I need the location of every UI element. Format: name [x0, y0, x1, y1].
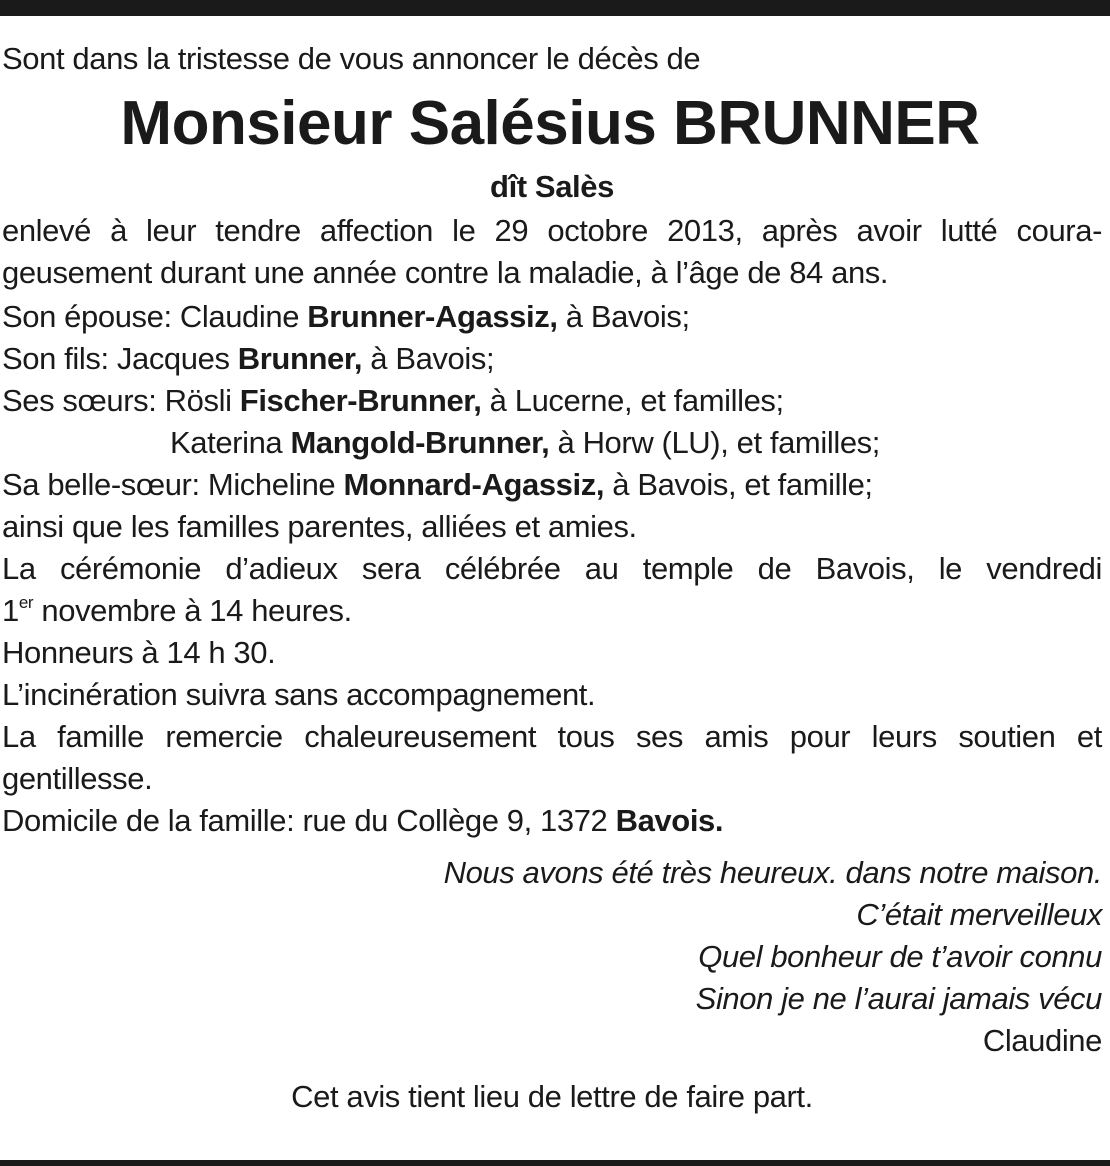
- announcement-line-1: enlevé à leur tendre affection le 29 octobre 2013, après avoir lutté coura-: [2, 213, 1102, 248]
- deceased-nickname: dît Salès: [490, 169, 614, 204]
- family-member-son: Son fils: Jacques Brunner, à Bavois;: [2, 341, 495, 376]
- poem-line: Sinon je ne l’aurai jamais vécu: [695, 981, 1102, 1016]
- ceremony-info: [2, 548, 1102, 632]
- family-member-sister-in-law: Sa belle-sœur: Micheline Monnard-Agassiz, à Bavois, et famille;: [2, 467, 873, 502]
- family-member-sister-1: Ses sœurs: Rösli Fischer-Brunner, à Lucerne, et familles;: [2, 383, 784, 418]
- intro-text: Sont dans la tristesse de vous annoncer le décès de: [2, 41, 701, 76]
- family-member-spouse: Son épouse: Claudine Brunner-Agassiz, à Bavois;: [2, 299, 690, 334]
- relatives-line: ainsi que les familles parentes, alliées et amies.: [2, 509, 637, 544]
- poem-line: Nous avons été très heureux. dans notre maison.: [443, 855, 1102, 890]
- poem-line: C’était merveilleux: [856, 897, 1102, 932]
- top-border: [0, 0, 1110, 16]
- bottom-border: [0, 1160, 1110, 1166]
- poem-line: Quel bonheur de t’avoir connu: [698, 939, 1102, 974]
- family-member-sister-2: Katerina Mangold-Brunner, à Horw (LU), et familles;: [170, 425, 880, 460]
- thanks-line-1: La famille remercie chaleureusement tous ses amis pour leurs soutien et: [2, 719, 1102, 754]
- obituary-notice: [2, 38, 1102, 1118]
- thanks: [2, 716, 1102, 800]
- poem-signer: Claudine: [982, 1023, 1102, 1058]
- poem: [2, 852, 1102, 1062]
- footer-note: Cet avis tient lieu de lettre de faire part.: [291, 1079, 813, 1114]
- honours-line: Honneurs à 14 h 30.: [2, 635, 276, 670]
- announcement-line-2: geusement durant une année contre la maladie, à l’âge de 84 ans.: [2, 255, 889, 290]
- incineration-line: L’incinération suivra sans accompagnement.: [2, 677, 596, 712]
- ceremony-line-1: La cérémonie d’adieux sera célébrée au temple de Bavois, le vendredi: [2, 551, 1102, 586]
- thanks-line-2: gentillesse.: [2, 761, 153, 796]
- ceremony-line-2: 1er novembre à 14 heures.: [2, 592, 352, 628]
- deceased-name: Monsieur Salésius BRUNNER: [120, 89, 980, 158]
- announcement: [2, 210, 1102, 294]
- domicile-line: Domicile de la famille: rue du Collège 9, 1372 Bavois.: [2, 803, 724, 838]
- family-list: [2, 296, 1102, 548]
